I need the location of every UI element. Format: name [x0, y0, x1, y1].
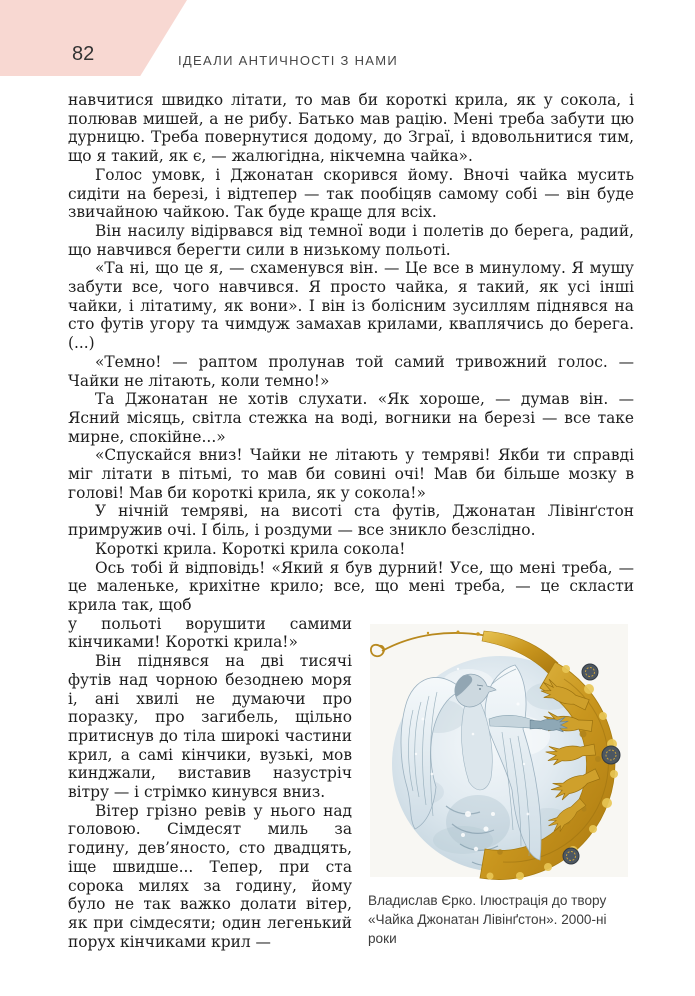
page-number: 82	[72, 43, 95, 65]
paragraph: «Темно! — раптом пролунав той самий тривожний голос. — Чайки не літають, коли темно!»	[68, 352, 634, 390]
paragraph: Вітер грізно ревів у нього над головою. Сімдесят миль за годину, дев’яносто, сто двадцять, іще швидше... Тепер, при ста сорока милях за годину, йому було не так важко долати вітер, як при сімдесяти; один легенький порух кінчиками крил —	[68, 801, 352, 951]
coin	[602, 746, 620, 764]
paragraph: У нічній темряві, на висоті ста футів, Джонатан Лівінґстон примружив очі. І біль, і роздуми — все зникло безслідно.	[68, 502, 634, 540]
paragraph: «Та ні, що це я, — схаменувся він. — Це все в минулому. Я мушу забути все, чого навчився. Я просто чайка, я такий, як усі інші чайки, і літатиму, як вони». І він із болісним зусиллям піднявся на сто футів угору та чимдуж замахав крилами, кваплячись до берега. (...)	[68, 259, 634, 353]
seagull-angel-illustration	[368, 624, 634, 880]
paragraph: «Спускайся вниз! Чайки не літають у темряві! Якби ти справді міг літати в пітьмі, то мав би совині очі! Мав би більше мозку в голові! Мав би короткі крила, як у сокола!»	[68, 446, 634, 502]
paragraph: Короткі крила. Короткі крила сокола!	[95, 539, 406, 558]
page-body	[68, 91, 634, 951]
illustration-figure	[368, 615, 634, 948]
coin	[563, 848, 579, 864]
text-and-figure-row	[68, 615, 634, 952]
running-head: ІДЕАЛИ АНТИЧНОСТІ З НАМИ	[178, 53, 399, 68]
paragraph: Та Джонатан не хотів слухати. «Як хороше, — думав він. — Ясний місяць, світла стежка на воді, вогники на березі — все таке мирне, спокійне...»	[68, 390, 634, 446]
wrapped-text-column	[68, 615, 352, 952]
paragraph: Голос умовк, і Джонатан скорився йому. Вночі чайка мусить сидіти на березі, і відтепер — так пообіцяв самому собі — він буде звичайною чайкою. Так буде краще для всіх.	[68, 165, 634, 222]
paragraph: у польоті ворушити самими кінчиками! Короткі крила!»	[68, 614, 352, 652]
paragraph: навчитися швидко літати, то мав би короткі крила, як у сокола, і полював мишей, а не рибу. Батько мав рацію. Мені треба забути цю дурницю. Треба повернутися додому, до Зграї, і вдовольнитися тим, що я такий, як є, — жалюгідна, нікчемна чайка».	[68, 91, 634, 166]
paragraph: Він насилу відірвався від темної води і полетів до берега, радий, що навчився берегти сили в низькому польоті.	[68, 221, 634, 259]
paragraph-wrap-lead: Ось тобі й відповідь! «Який я був дурний! Усе, що мені треба, — це маленьке, крихітне крило; все, що мені треба, — це скласти крила так, щоб	[68, 558, 634, 614]
coin	[582, 664, 598, 680]
paragraph: Він піднявся на дві тисячі футів над чорною безоднею моря і, ані хвилі не думаючи про поразку, про загибель, щільно притиснув до тіла широкі частини крил, а самі кінчики, вузькі, мов кинджали, виставив назустріч вітру — і стрімко кинувся вниз.	[68, 652, 352, 802]
figure-caption: Владислав Єрко. Ілюстрація до твору «Чайка Джонатан Лівінґстон». 2000-ні роки	[368, 892, 607, 946]
